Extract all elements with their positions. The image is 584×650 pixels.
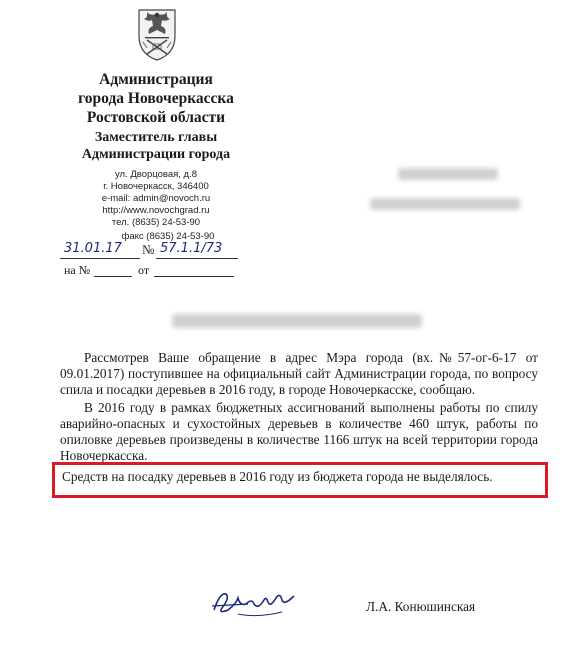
contact-website: http://www.novochgrad.ru (102, 205, 210, 216)
position-title (40, 129, 272, 163)
reference-date-label: от (138, 263, 150, 277)
org-name (40, 70, 272, 127)
city-coat-of-arms (133, 6, 181, 62)
position-line-2: Администрации города (81, 147, 231, 162)
number-underline (156, 258, 238, 259)
address-street: ул. Дворцовая, д.8 (114, 169, 198, 180)
redacted-recipient-line-2 (370, 198, 520, 210)
address-city: г. Новочеркасск, 346400 (103, 181, 209, 192)
contact-email: e-mail: admin@novoch.ru (101, 193, 211, 204)
body-paragraph-2: В 2016 году в рамках бюджетных ассигнований выполнены работы по спилу аварийно-опасных и сухостойных деревьев в количестве 460 штук, работы по опиловке деревьев произведены в количестве 1166 штук на всей территории города Новочеркасска. (60, 400, 538, 463)
highlight-text: Средств на посадку деревьев в 2016 году из бюджета города не выделялось. (62, 469, 493, 484)
body-paragraph-1: Рассмотрев Ваше обращение в адрес Мэра города (вх.№57-ог-6-17 от 09.01.2017) поступившее на официальный сайт Администрации города, по вопросу спила и посадки деревьев в 2016 году, в городе Новочеркасске, сообщаю. (60, 350, 538, 397)
org-line-3: Ростовской области (86, 109, 226, 126)
reference-number-label: на № (64, 263, 91, 277)
position-line-1: Заместитель главы (94, 130, 218, 145)
redacted-recipient-line-1 (398, 168, 498, 180)
redacted-addressee (172, 314, 422, 328)
reference-date-underline (154, 276, 234, 277)
contact-phone: тел. (8635) 24-53-90 (111, 217, 201, 228)
org-line-1: Администрация (99, 71, 213, 88)
outgoing-number-label: № (142, 242, 155, 257)
handwritten-signature (208, 584, 304, 629)
outgoing-number: 57.1.1/73 (160, 241, 223, 256)
org-line-2: города Новочеркасска (78, 90, 234, 107)
signatory-name: Л.А. Конюшинская (366, 599, 476, 614)
outgoing-date: 31.01.17 (64, 241, 122, 256)
date-underline (60, 258, 140, 259)
contact-fax: факс (8635) 24-53-90 (121, 231, 215, 242)
contact-block (40, 169, 272, 229)
reference-number-underline (94, 276, 132, 277)
